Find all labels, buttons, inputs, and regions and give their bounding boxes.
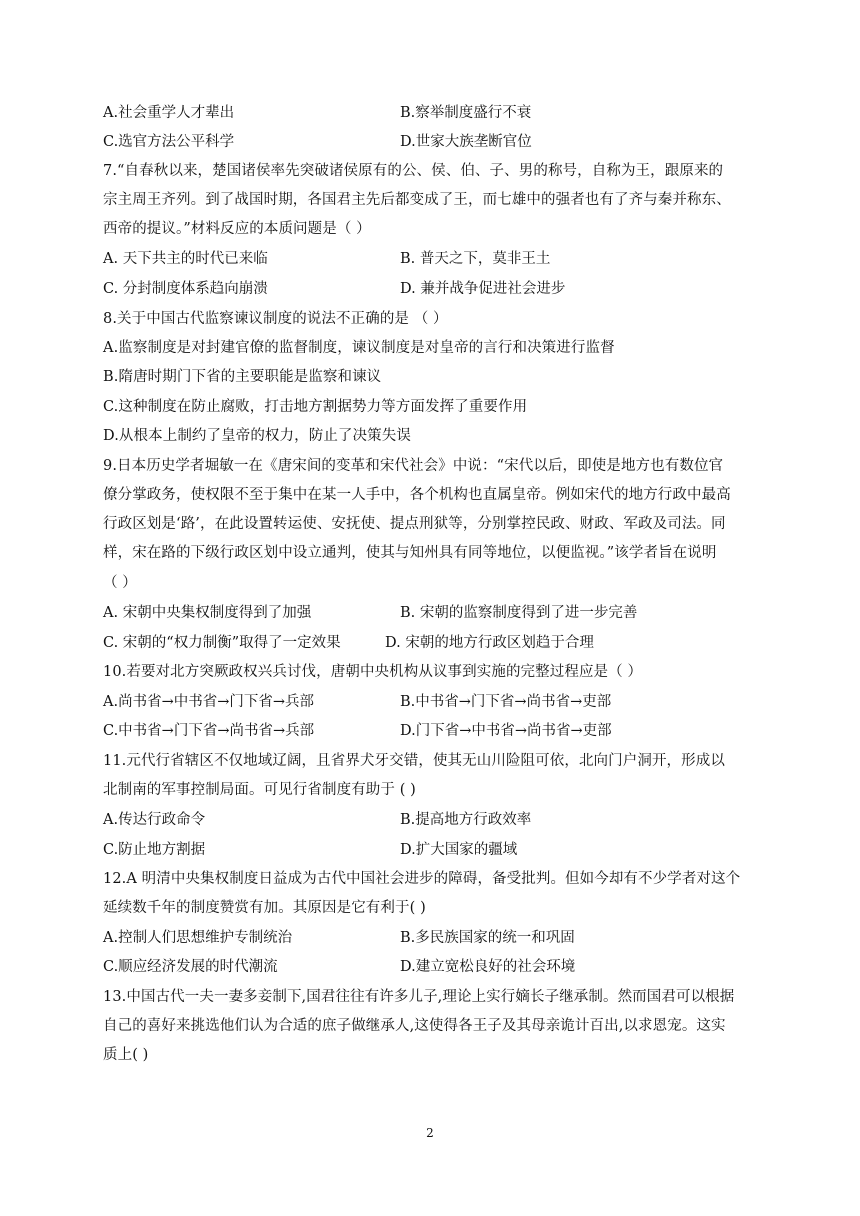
q10-options-row-2 <box>103 721 763 741</box>
q9-stem-line-1: 9.日本历史学者堀敏一在《唐宋间的变革和宋代社会》中说：“宋代以后，即使是地方也有数位官 <box>103 458 724 474</box>
q7-stem-line-2: 宗主周王齐列。到了战国时期，各国君主先后都变成了王，而七雄中的强者也有了齐与秦并称东、 <box>103 192 731 208</box>
q6-option-d: D.世家大族垄断官位 <box>400 134 532 150</box>
q11-stem-line-2: 北制南的军事控制局面。可见行省制度有助于 ( ) <box>103 782 416 798</box>
q11-option-c: C.防止地方割据 <box>103 842 206 858</box>
q11-option-a: A.传达行政命令 <box>103 812 206 828</box>
q10-option-a: A.尚书省→中书省→门下省→兵部 <box>103 694 315 710</box>
q9-option-d: D. 宋朝的地方行政区划趋于合理 <box>385 635 594 651</box>
q7-option-c: C. 分封制度体系趋向崩溃 <box>103 281 268 297</box>
q13-stem-line-1: 13.中国古代一夫一妻多妾制下,国君往往有许多儿子,理论上实行嫡长子继承制。然而国君可以根据 <box>103 989 735 1005</box>
q8-option-a: A.监察制度是对封建官僚的监督制度，谏议制度是对皇帝的言行和决策进行监督 <box>103 340 615 356</box>
q11-option-b: B.提高地方行政效率 <box>400 812 532 828</box>
q10-option-d: D.门下省→中书省→尚书省→吏部 <box>400 723 612 739</box>
q12-option-c: C.顺应经济发展的时代潮流 <box>103 959 278 975</box>
q11-options-row-1 <box>103 810 763 830</box>
q11-stem-line-1: 11.元代行省辖区不仅地域辽阔，且省界犬牙交错，使其无山川险阻可依，北向门户洞开，形成以 <box>103 753 725 769</box>
q7-option-b: B. 普天之下，莫非王土 <box>400 251 551 267</box>
page-number: 2 <box>426 1126 434 1140</box>
q12-options-row-1 <box>103 928 763 948</box>
q13-stem-line-2: 自己的喜好来挑选他们认为合适的庶子做继承人,这使得各王子及其母亲诡计百出,以求恩宠。这实 <box>103 1018 726 1034</box>
q9-stem-line-5: （ ） <box>103 575 137 591</box>
q9-stem-line-4: 样，宋在路的下级行政区划中设立通判，使其与知州具有同等地位，以便监视。”该学者旨在说明 <box>103 545 717 561</box>
q7-option-a: A. 天下共主的时代已来临 <box>103 251 268 267</box>
q7-options-row-1 <box>103 249 763 269</box>
q12-option-b: B.多民族国家的统一和巩固 <box>400 930 575 946</box>
q7-option-d: D. 兼并战争促进社会进步 <box>400 281 566 297</box>
q12-stem-line-1: 12.A 明清中央集权制度日益成为古代中国社会进步的障碍，备受批判。但如今却有不少学者对这个 <box>103 871 741 887</box>
q6-option-b: B.察举制度盛行不衰 <box>400 105 532 121</box>
q9-options-row-2 <box>103 633 763 653</box>
q8-option-d: D.从根本上制约了皇帝的权力，防止了决策失误 <box>103 428 411 444</box>
q10-option-c: C.中书省→门下省→尚书省→兵部 <box>103 723 315 739</box>
q11-options-row-2 <box>103 840 763 860</box>
q9-stem-line-3: 行政区划是‘路’，在此设置转运使、安抚使、提点刑狱等，分别掌控民政、财政、军政及司法。同 <box>103 516 726 532</box>
q9-option-b: B. 宋朝的监察制度得到了进一步完善 <box>400 605 638 621</box>
q12-stem-line-2: 延续数千年的制度赞赏有加。其原因是它有利于( ) <box>103 900 426 916</box>
q12-option-d: D.建立宽松良好的社会环境 <box>400 959 576 975</box>
q10-option-b: B.中书省→门下省→尚书省→吏部 <box>400 694 612 710</box>
q7-stem-line-1: 7.“自春秋以来，楚国诸侯率先突破诸侯原有的公、侯、伯、子、男的称号，自称为王，跟原来的 <box>103 163 724 179</box>
q11-option-d: D.扩大国家的疆域 <box>400 842 518 858</box>
q13-stem-line-3: 质上( ) <box>103 1047 149 1063</box>
q9-option-c: C. 宋朝的“权力制衡”取得了一定效果 <box>103 635 341 651</box>
q7-options-row-2 <box>103 279 763 299</box>
q9-options-row-1 <box>103 603 763 623</box>
q8-stem: 8.关于中国古代监察谏议制度的说法不正确的是 （ ） <box>103 311 448 327</box>
q8-option-c: C.这种制度在防止腐败，打击地方割据势力等方面发挥了重要作用 <box>103 399 528 415</box>
q8-option-b: B.隋唐时期门下省的主要职能是监察和谏议 <box>103 369 382 385</box>
q9-option-a: A. 宋朝中央集权制度得到了加强 <box>103 605 312 621</box>
q6-options-row-2 <box>103 132 763 152</box>
q10-options-row-1 <box>103 692 763 712</box>
q12-options-row-2 <box>103 957 763 977</box>
q9-stem-line-2: 僚分掌政务，使权限不至于集中在某一人手中，各个机构也直属皇帝。例如宋代的地方行政中最高 <box>103 487 731 503</box>
q6-options-row-1 <box>103 103 763 123</box>
q7-stem-line-3: 西帝的提议。”材料反应的本质问题是（ ） <box>103 221 371 237</box>
q6-option-c: C.选官方法公平科学 <box>103 134 235 150</box>
q6-option-a: A.社会重学人才辈出 <box>103 105 235 121</box>
q12-option-a: A.控制人们思想维护专制统治 <box>103 930 293 946</box>
q10-stem: 10.若要对北方突厥政权兴兵讨伐，唐朝中央机构从议事到实施的完整过程应是（ ） <box>103 664 643 680</box>
